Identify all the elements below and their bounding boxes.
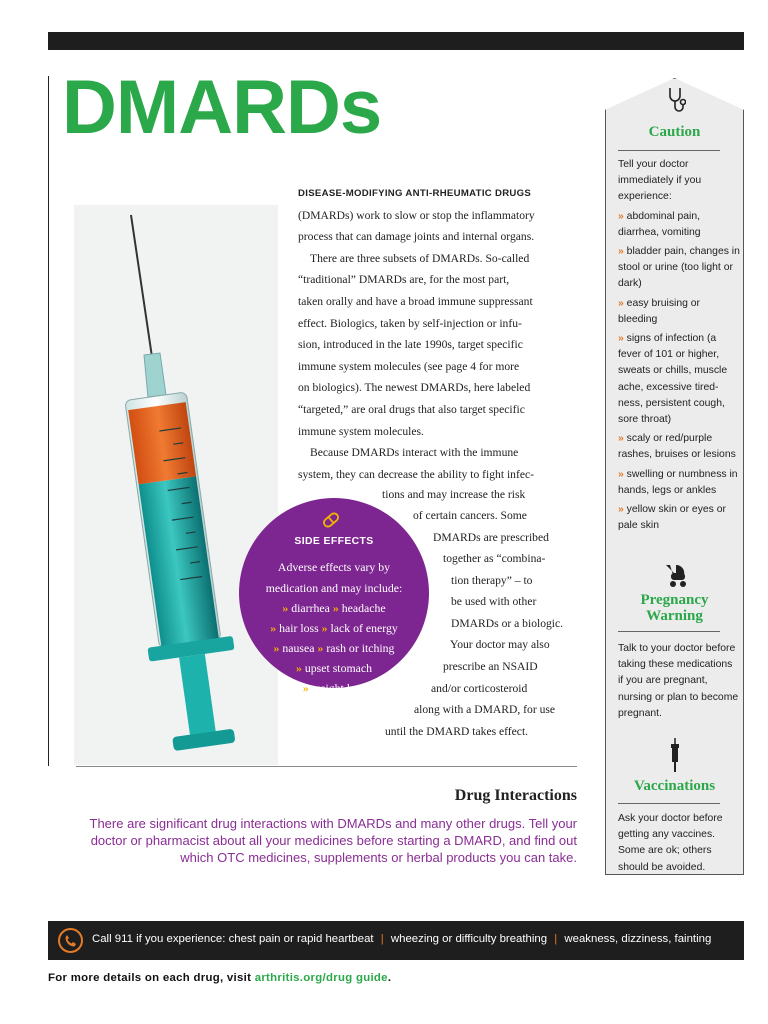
separator: | (554, 933, 558, 945)
caution-item: bladder pain, changes in stool or urine (too light or dark) (618, 246, 740, 290)
baby-carriage-icon (663, 561, 687, 589)
caution-title: Caution (648, 124, 701, 140)
side-effects-title: SIDE EFFECTS (294, 536, 374, 547)
body-line: immune system molecules. (298, 424, 424, 438)
body-line: along with a DMARD, for use (414, 703, 556, 716)
chevron-icon: » (332, 601, 339, 615)
side-effect-item: diarrhea (291, 601, 330, 615)
drug-interactions-text: There are significant drug interactions with DMARDs and many other drugs. Tell your doctor or pharmacist about all your medicines before starting a DMARD, and find out which OTC medicines, supplements or herbal products you can take. (89, 816, 577, 865)
side-effect-item: weight loss (311, 681, 366, 695)
body-line: There are three subsets of DMARDs. So-called (310, 251, 530, 265)
syringe-icon (668, 738, 682, 772)
body-line: immune system molecules (see page 4 for more (298, 359, 520, 373)
body-line: DMARDs are prescribed (433, 531, 549, 544)
body-line: “traditional” DMARDs are, for the most part, (298, 273, 510, 287)
side-effect-item: upset stomach (304, 661, 373, 675)
caution-intro: Tell your doctor immediately if you experience: (618, 159, 702, 203)
pill-icon (321, 510, 341, 530)
pregnancy-title: Pregnancy (640, 592, 709, 608)
pregnancy-text: Talk to your doctor before taking these medications if you are pregnant, nursing or plan to become pregnant. (618, 643, 739, 719)
body-line: of certain cancers. Some (413, 509, 527, 522)
side-effect-item: nausea (282, 641, 315, 655)
body-line: Your doctor may also (450, 638, 550, 651)
lead-heading: DISEASE-MODIFYING ANTI-RHEUMATIC DRUGS (298, 188, 532, 199)
emergency-symptoms: weakness, dizziness, fainting (564, 933, 712, 945)
drug-interactions-title: Drug Interactions (454, 787, 577, 804)
body-line: tions and may increase the risk (382, 488, 526, 501)
chevron-icon: » (321, 621, 328, 635)
side-effects-intro: Adverse effects vary by (277, 560, 391, 574)
caution-item: easy bruising or bleeding (618, 297, 701, 325)
side-effect-item: headache (341, 601, 386, 615)
emergency-symptoms: wheezing or difficulty breathing (390, 933, 548, 945)
chevron-icon: » (302, 681, 309, 695)
caution-list: Tell your doctor immediately if you experience: » abdominal pain, diarrhea, vomiting » bladder pain, changes in stool or urine (too light or dark) » easy bruising or bleeding » signs of infection (a fever of 101 or higher, sweats or chills, muscle ache, excessive tired-ness, persistent cough, sore throat) » scaly or red/purple rashes, bruises or lesions » swelling or numbness in hands, legs or ankles » yellow skin or eyes or pale skin (618, 159, 740, 532)
body-line: sion, introduced in the late 1990s, target specific (298, 338, 523, 352)
top-bar (48, 32, 744, 50)
more-details-line (48, 972, 391, 984)
vaccinations-text: Ask your doctor before getting any vaccines. Some are ok; others should be avoided. (618, 813, 723, 873)
stethoscope-icon (664, 86, 686, 116)
page-title: DMARDs (62, 65, 382, 150)
body-line: prescribe an NSAID (443, 660, 538, 673)
body-line: be used with other (451, 595, 537, 608)
chevron-icon: » (295, 661, 302, 675)
body-line: taken orally and have a broad immune suppressant (298, 294, 533, 308)
body-line: effect. Biologics, taken by self-injection or infu- (298, 316, 522, 330)
body-line: (DMARDs) work to slow or stop the inflammatory (298, 208, 535, 222)
body-line: until the DMARD takes effect. (385, 725, 529, 738)
side-effects-intro: medication and may include: (265, 581, 403, 595)
emergency-symptoms: if you experience: chest pain or rapid heartbeat (136, 933, 374, 945)
body-line: and/or corticosteroid (431, 682, 528, 695)
side-effects-circle (239, 498, 429, 695)
more-details-text: For more details on each drug, visit (48, 972, 255, 984)
body-line: together as “combina- (443, 552, 546, 565)
body-line: tion therapy” – to (451, 574, 533, 587)
section-divider (76, 766, 577, 767)
drug-guide-link[interactable]: arthritis.org/drug guide (254, 972, 388, 984)
main-body-text (298, 182, 578, 485)
side-effect-item: hair loss (279, 621, 319, 635)
chevron-icon: » (273, 641, 280, 655)
more-details-suffix: . (387, 972, 392, 984)
vaccinations-rule (618, 803, 720, 804)
emergency-bar (48, 921, 744, 960)
caution-item: signs of infection (a fever of 101 or higher, sweats or chills, muscle ache, excessive tired-ness, persistent cough, sore throat) (618, 333, 728, 426)
chevron-icon: » (282, 601, 289, 615)
caution-item: abdominal pain, diarrhea, vomiting (618, 210, 701, 238)
separator: | (380, 933, 384, 945)
caution-item: scaly or red/purple rashes, bruises or lesions (618, 433, 736, 461)
caution-item: swelling or numbness in hands, legs or ankles (618, 468, 738, 496)
body-line: Because DMARDs interact with the immune (310, 446, 519, 460)
body-line: DMARDs or a biologic. (451, 617, 564, 630)
caution-item: yellow skin or eyes or pale skin (618, 504, 726, 532)
pregnancy-title: Warning (646, 608, 703, 624)
pregnancy-rule (618, 631, 720, 632)
body-line: system, they can decrease the ability to fight infec- (298, 467, 534, 481)
left-rule (48, 76, 49, 766)
side-effect-item: rash or itching (326, 641, 395, 655)
body-line: on biologics). The newest DMARDs, here labeled (298, 381, 531, 395)
caution-rule (618, 150, 720, 151)
vaccinations-title: Vaccinations (633, 778, 716, 794)
call-911-label: Call 911 (92, 933, 133, 945)
body-line: “targeted,” are oral drugs that also target specific (298, 402, 525, 416)
chevron-icon: » (270, 621, 277, 635)
body-line: process that can damage joints and internal organs. (298, 230, 535, 244)
phone-icon (58, 928, 83, 953)
chevron-icon: » (317, 641, 324, 655)
side-effect-item: lack of energy (330, 621, 398, 635)
emergency-text (92, 933, 711, 945)
